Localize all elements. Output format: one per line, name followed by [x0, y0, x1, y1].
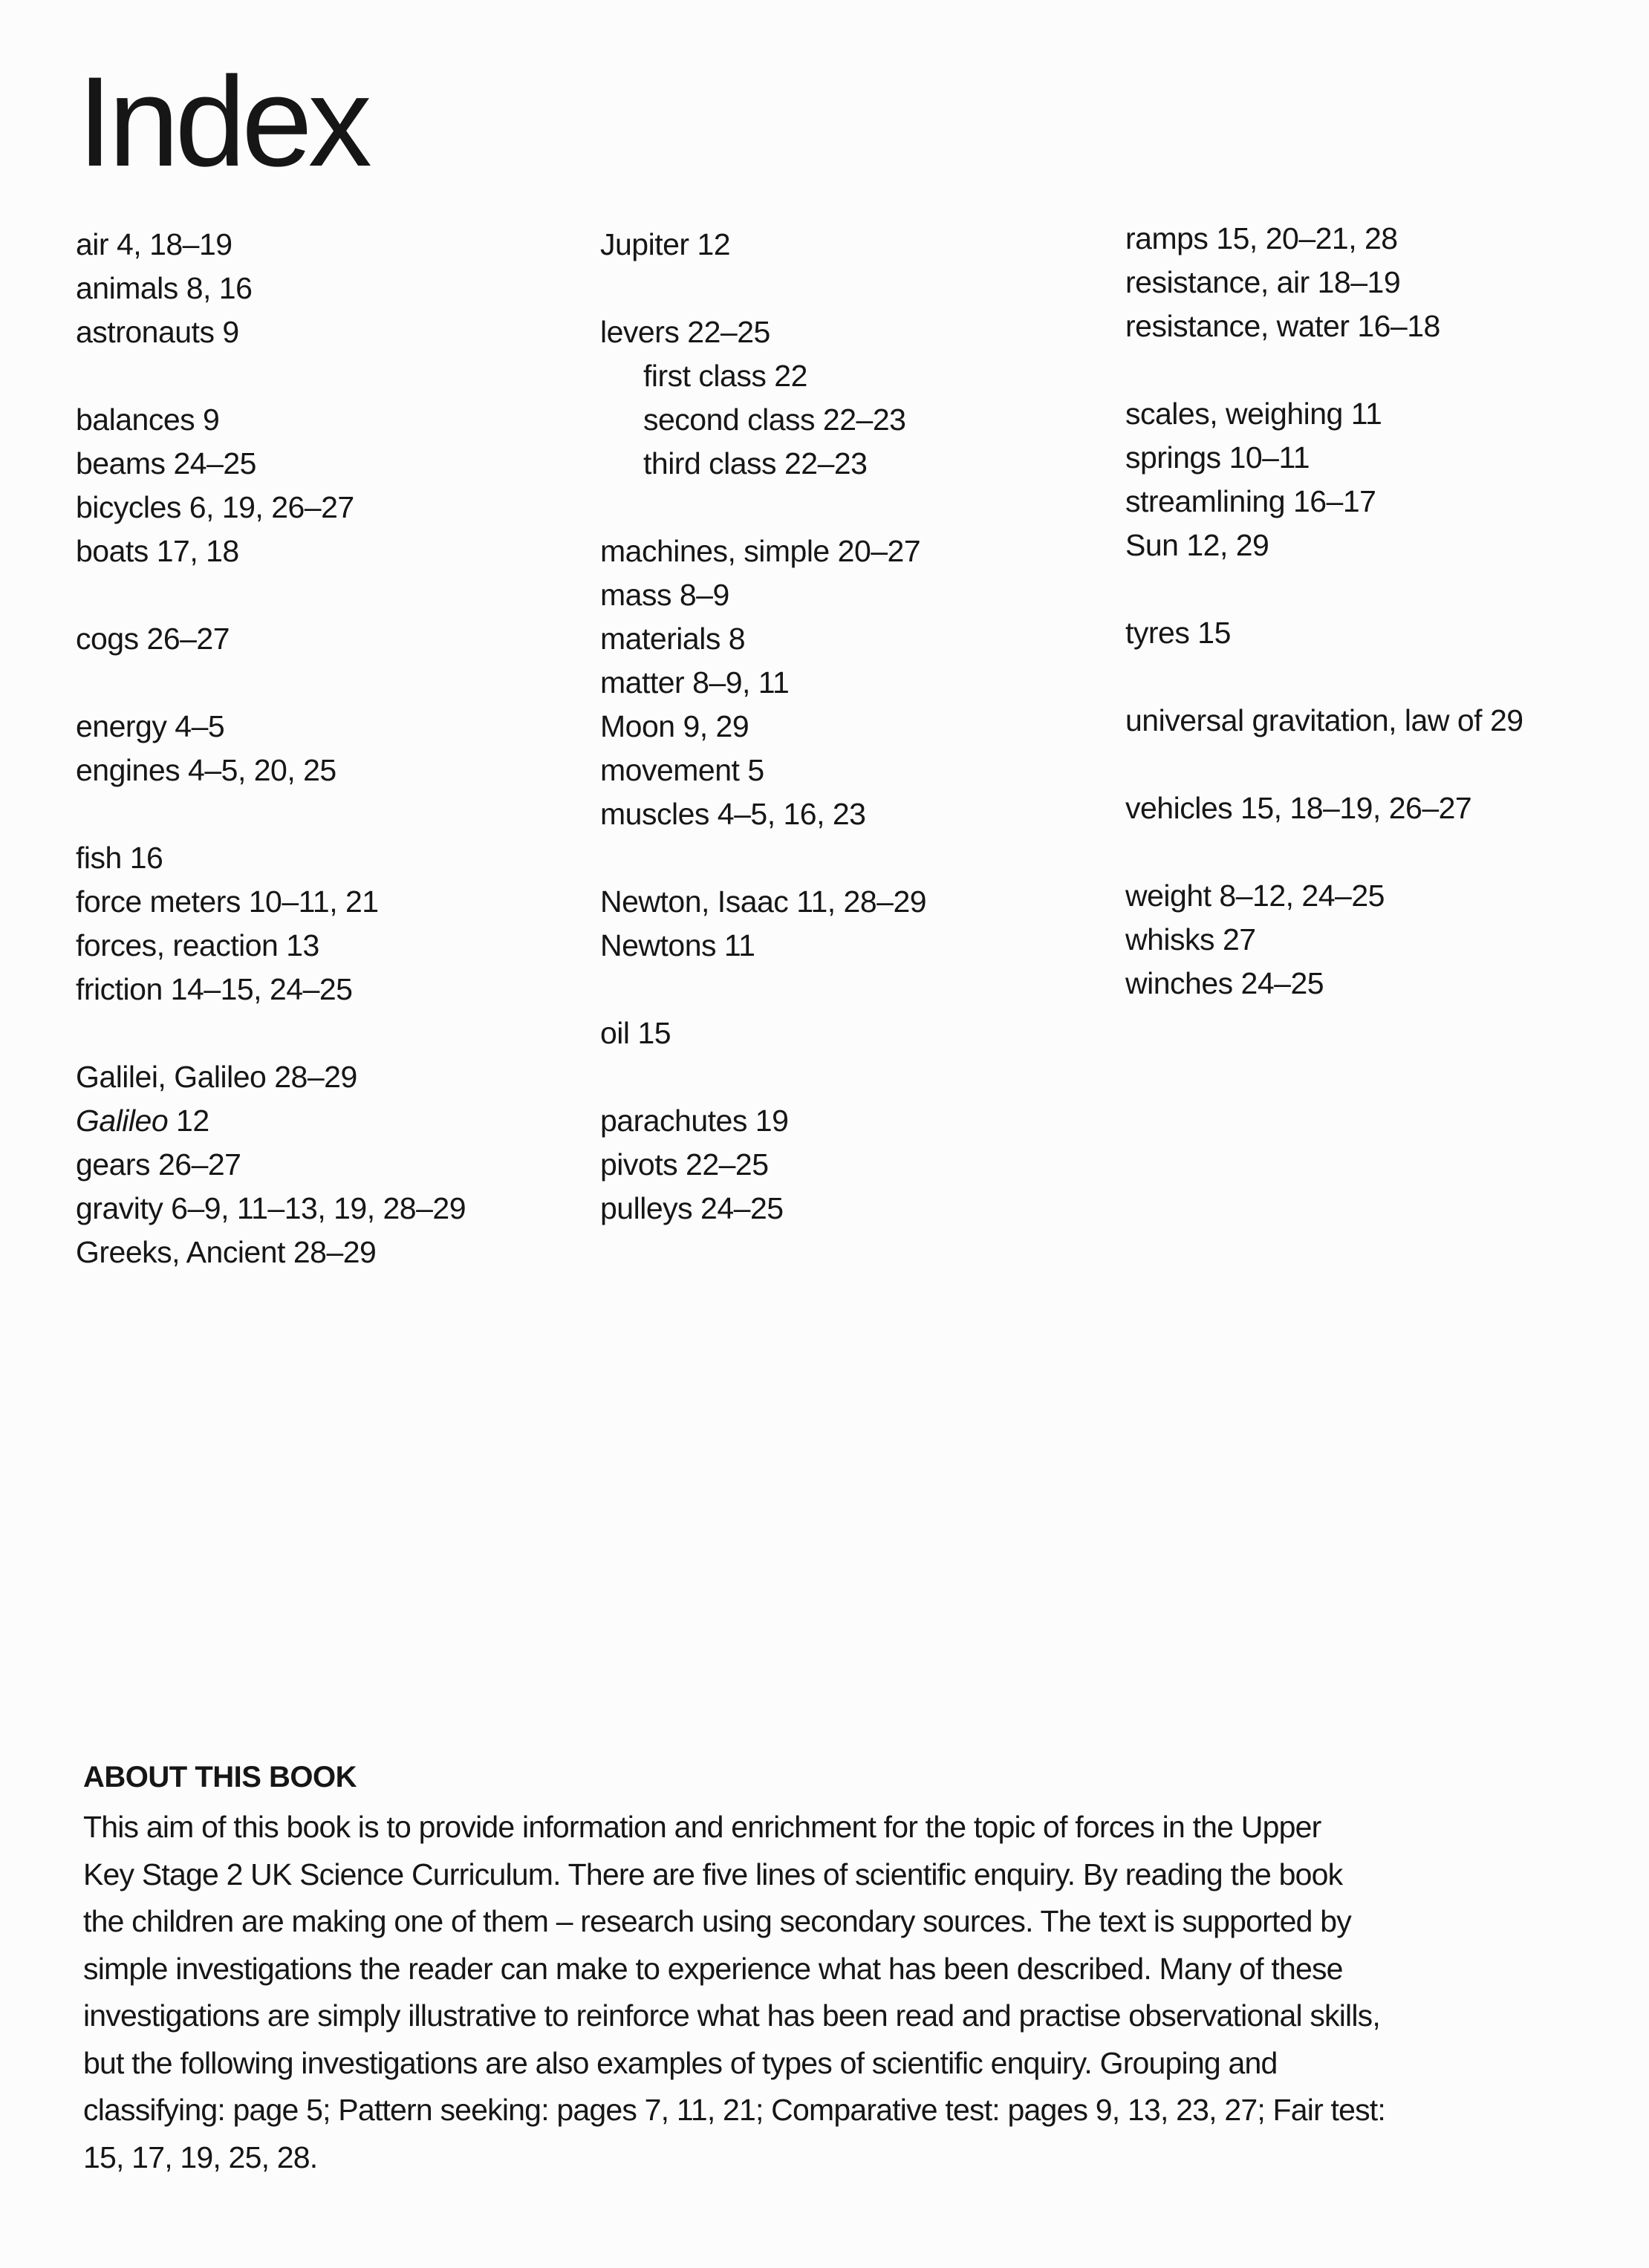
- index-term: gears: [76, 1147, 151, 1182]
- index-term: air: [76, 227, 109, 261]
- index-term: pivots: [600, 1147, 678, 1182]
- about-heading: ABOUT THIS BOOK: [83, 1761, 357, 1793]
- about-text-line: This aim of this book is to provide information and enrichment for the topic of forces in the Upper: [83, 1810, 1321, 1844]
- index-pages: 6, 19, 26–27: [189, 490, 354, 524]
- index-entry: [76, 1099, 581, 1143]
- index-entry: [76, 529, 581, 573]
- index-entry: [76, 223, 581, 267]
- index-pages: 9, 29: [683, 709, 749, 743]
- index-pages: 9: [203, 403, 220, 437]
- index-pages: 19: [755, 1104, 789, 1138]
- index-term: pulleys: [600, 1191, 693, 1225]
- index-term: whisks: [1125, 922, 1215, 957]
- index-pages: 22–23: [822, 403, 906, 437]
- index-pages: 16–18: [1357, 309, 1440, 343]
- index-pages: 10–11, 21: [248, 884, 379, 919]
- index-subentry: [600, 442, 1105, 486]
- index-pages: 4, 18–19: [116, 227, 232, 261]
- index-entry: [1125, 217, 1630, 261]
- index-term: weight: [1125, 879, 1211, 913]
- index-pages: 13: [286, 928, 319, 962]
- index-term: fish: [76, 841, 122, 875]
- index-entry: [600, 617, 1105, 661]
- index-entry: [1125, 436, 1630, 480]
- index-pages: 17, 18: [156, 534, 239, 568]
- index-term: resistance, air: [1125, 265, 1310, 299]
- index-entry: [600, 223, 1105, 267]
- index-pages: 24–25: [173, 446, 256, 480]
- index-entry: [600, 792, 1105, 836]
- entry-spacer: [600, 968, 1105, 1011]
- index-entry: [76, 880, 581, 924]
- index-pages: 8–9: [679, 578, 729, 612]
- about-text-line: the children are making one of them – research using secondary sources. The text is supported by: [83, 1904, 1351, 1938]
- index-pages: 22: [774, 359, 807, 393]
- index-pages: 8, 16: [186, 271, 253, 305]
- index-term: resistance, water: [1125, 309, 1350, 343]
- about-text-line: classifying: page 5; Pattern seeking: pages 7, 11, 21; Comparative test: pages 9, 13, 23, 27; Fair test:: [83, 2093, 1385, 2127]
- index-term: second class: [643, 403, 816, 437]
- index-pages: 5: [747, 753, 764, 787]
- index-entry: [600, 705, 1105, 749]
- index-column-2: [600, 223, 1105, 1231]
- index-entry: [1125, 874, 1630, 918]
- index-entry: [76, 267, 581, 310]
- index-pages: 4–5: [175, 709, 225, 743]
- entry-spacer: [600, 486, 1105, 529]
- index-term: Newtons: [600, 928, 717, 962]
- index-entry: [76, 1055, 581, 1099]
- index-pages: 26–27: [157, 1147, 241, 1182]
- index-term: force meters: [76, 884, 241, 919]
- index-pages: 24–25: [700, 1191, 784, 1225]
- index-term: movement: [600, 753, 740, 787]
- index-entry: [600, 661, 1105, 705]
- index-entry: [1125, 962, 1630, 1006]
- index-entry: [600, 880, 1105, 924]
- index-entry: [1125, 524, 1630, 567]
- index-term: friction: [76, 972, 163, 1006]
- index-term: winches: [1125, 966, 1233, 1000]
- index-subentry: [600, 398, 1105, 442]
- index-pages: 27: [1222, 922, 1256, 957]
- index-term: third class: [643, 446, 777, 480]
- index-term: matter: [600, 665, 685, 700]
- index-pages: 8–9, 11: [692, 665, 790, 700]
- index-pages: 15, 18–19, 26–27: [1240, 791, 1472, 825]
- index-term: machines, simple: [600, 534, 830, 568]
- index-entry: [600, 924, 1105, 968]
- index-entry: [1125, 392, 1630, 436]
- index-entry: [76, 705, 581, 749]
- index-term: balances: [76, 403, 195, 437]
- index-entry: [600, 573, 1105, 617]
- index-pages: 9: [222, 315, 239, 349]
- index-entry: [1125, 480, 1630, 524]
- index-term: Greeks, Ancient: [76, 1235, 285, 1269]
- index-term: mass: [600, 578, 671, 612]
- index-subentry: [600, 354, 1105, 398]
- index-entry: [600, 1011, 1105, 1055]
- index-term: ramps: [1125, 221, 1209, 255]
- index-pages: 4–5, 20, 25: [188, 753, 336, 787]
- index-term: tyres: [1125, 616, 1190, 650]
- entry-spacer: [600, 836, 1105, 880]
- index-term: Sun: [1125, 528, 1179, 562]
- index-pages: 15: [1197, 616, 1231, 650]
- entry-spacer: [1125, 348, 1630, 392]
- entry-spacer: [76, 573, 581, 617]
- index-term: engines: [76, 753, 180, 787]
- index-pages: 14–15, 24–25: [170, 972, 353, 1006]
- index-entry: [76, 310, 581, 354]
- about-text-line: Key Stage 2 UK Science Curriculum. There are five lines of scientific enquiry. By reading the book: [83, 1857, 1343, 1891]
- index-term: universal gravitation, law of: [1125, 703, 1483, 737]
- index-entry: [76, 749, 581, 792]
- index-term: levers: [600, 315, 680, 349]
- index-entry: [1125, 261, 1630, 304]
- index-pages: 15: [637, 1016, 671, 1050]
- index-entry: [1125, 918, 1630, 962]
- index-pages: 28–29: [274, 1060, 357, 1094]
- index-pages: 11: [723, 928, 755, 962]
- entry-spacer: [76, 661, 581, 705]
- index-term: vehicles: [1125, 791, 1233, 825]
- index-entry: [1125, 699, 1630, 743]
- index-column-1: [76, 223, 581, 1274]
- index-term: boats: [76, 534, 149, 568]
- index-pages: 22–25: [686, 1147, 769, 1182]
- index-entry: [76, 442, 581, 486]
- index-pages: 22–25: [687, 315, 770, 349]
- index-entry: [600, 310, 1105, 354]
- page-title: Index: [77, 50, 368, 193]
- index-pages: 24–25: [1240, 966, 1324, 1000]
- index-entry: [76, 617, 581, 661]
- index-pages: 20–27: [837, 534, 921, 568]
- index-entry: [600, 1143, 1105, 1187]
- index-pages: 29: [1489, 703, 1523, 737]
- about-text-line: 15, 17, 19, 25, 28.: [83, 2140, 318, 2174]
- index-term: Jupiter: [600, 227, 689, 261]
- index-entry: [600, 529, 1105, 573]
- index-pages: 11: [1350, 397, 1382, 431]
- entry-spacer: [1125, 655, 1630, 699]
- index-term: streamlining: [1125, 484, 1286, 518]
- index-term: astronauts: [76, 315, 215, 349]
- index-term: Moon: [600, 709, 675, 743]
- index-entry: [1125, 786, 1630, 830]
- index-entry: [600, 1099, 1105, 1143]
- entry-spacer: [1125, 830, 1630, 874]
- index-entry: [76, 486, 581, 529]
- index-entry: [76, 1231, 581, 1274]
- index-term: Galilei, Galileo: [76, 1060, 267, 1094]
- index-entry: [76, 398, 581, 442]
- index-pages: 16–17: [1292, 484, 1376, 518]
- index-pages: 26–27: [146, 622, 230, 656]
- index-column-3: [1125, 217, 1630, 1006]
- index-entry: [600, 1187, 1105, 1231]
- index-term: beams: [76, 446, 166, 480]
- entry-spacer: [76, 1011, 581, 1055]
- index-pages: 6–9, 11–13, 19, 28–29: [171, 1191, 466, 1225]
- entry-spacer: [600, 1055, 1105, 1099]
- index-pages: 12: [176, 1104, 209, 1138]
- entry-spacer: [600, 267, 1105, 310]
- about-paragraph: [83, 1804, 1591, 2181]
- about-text-line: simple investigations the reader can make to experience what has been described. Many of these: [83, 1951, 1343, 1986]
- index-pages: 11, 28–29: [796, 884, 927, 919]
- index-term: animals: [76, 271, 178, 305]
- index-pages: 8–12, 24–25: [1219, 879, 1385, 913]
- about-text-line: but the following investigations are also examples of types of scientific enquiry. Grouping and: [83, 2045, 1278, 2080]
- index-term: gravity: [76, 1191, 163, 1225]
- index-term: cogs: [76, 622, 139, 656]
- about-text-line: investigations are simply illustrative to reinforce what has been read and practise observational skills,: [83, 1998, 1380, 2033]
- index-term: Galileo: [76, 1104, 169, 1138]
- index-pages: 22–23: [784, 446, 868, 480]
- index-entry: [600, 749, 1105, 792]
- index-pages: 4–5, 16, 23: [717, 797, 866, 831]
- index-entry: [1125, 611, 1630, 655]
- index-pages: 16: [129, 841, 163, 875]
- index-term: muscles: [600, 797, 709, 831]
- index-entry: [76, 1187, 581, 1231]
- index-term: springs: [1125, 440, 1221, 475]
- index-entry: [76, 924, 581, 968]
- about-this-book: [83, 1756, 1591, 2181]
- index-pages: 18–19: [1317, 265, 1401, 299]
- index-pages: 28–29: [293, 1235, 377, 1269]
- entry-spacer: [76, 792, 581, 836]
- index-term: energy: [76, 709, 167, 743]
- index-term: first class: [643, 359, 767, 393]
- index-term: bicycles: [76, 490, 181, 524]
- index-pages: 8: [728, 622, 746, 656]
- index-term: scales, weighing: [1125, 397, 1343, 431]
- index-pages: 12, 29: [1186, 528, 1269, 562]
- index-term: Newton, Isaac: [600, 884, 789, 919]
- index-entry: [76, 1143, 581, 1187]
- index-term: forces, reaction: [76, 928, 279, 962]
- index-pages: 15, 20–21, 28: [1216, 221, 1398, 255]
- index-term: oil: [600, 1016, 630, 1050]
- index-entry: [76, 968, 581, 1011]
- index-pages: 12: [697, 227, 731, 261]
- index-term: materials: [600, 622, 721, 656]
- index-entry: [76, 836, 581, 880]
- index-entry: [1125, 304, 1630, 348]
- entry-spacer: [1125, 743, 1630, 786]
- index-term: parachutes: [600, 1104, 747, 1138]
- index-pages: 10–11: [1229, 440, 1310, 475]
- entry-spacer: [1125, 567, 1630, 611]
- entry-spacer: [76, 354, 581, 398]
